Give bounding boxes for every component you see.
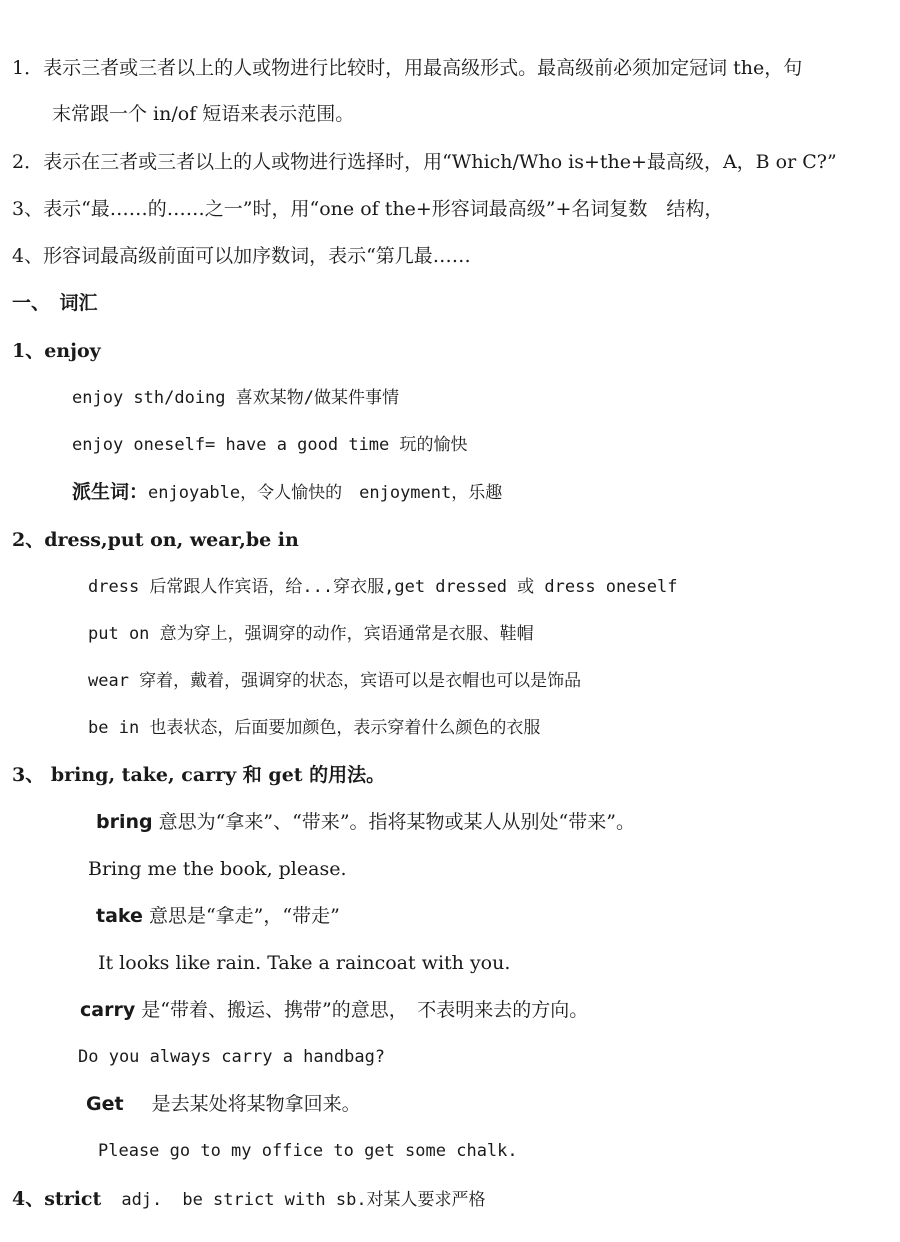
item-title-strict: 4、strict: [12, 1188, 102, 1210]
carry-definition: [80, 997, 588, 1023]
item-title-dress: 2、dress,put on, wear,be in: [12, 529, 299, 551]
rule-1-line-2: 末常跟一个 in/of 短语来表示范围。: [52, 103, 355, 125]
bring-definition: [96, 809, 635, 835]
enjoy-usage-1: enjoy sth/doing 喜欢某物/做某件事情: [72, 388, 399, 408]
strict-usage: be strict with sb.对某人要求严格: [182, 1190, 486, 1210]
item-title-enjoy: 1、enjoy: [12, 340, 101, 362]
carry-example: Do you always carry a handbag?: [78, 1047, 386, 1067]
strict-part-of-speech: adj.: [121, 1190, 163, 1210]
get-definition: [86, 1091, 361, 1117]
word-take: take: [96, 905, 143, 927]
rule-1-line-1: 1．表示三者或三者以上的人或物进行比较时，用最高级形式。最高级前必须加定冠词 the，句: [12, 57, 803, 79]
enjoy-derivatives: [72, 479, 502, 506]
dress-usage-2: put on 意为穿上，强调穿的动作，宾语通常是衣服、鞋帽: [88, 624, 534, 644]
carry-meaning: 是“带着、搬运、携带”的意思， 不表明来去的方向。: [141, 999, 589, 1021]
get-meaning: 是去某处将某物拿回来。: [151, 1093, 361, 1115]
item-title-bring-take-carry-get: 3、 bring, take, carry 和 get 的用法。: [12, 764, 386, 786]
get-example: Please go to my office to get some chalk.: [98, 1141, 518, 1161]
derivatives-label: 派生词：: [72, 481, 149, 503]
word-carry: carry: [80, 999, 136, 1021]
take-meaning: 意思是“拿走”，“带走”: [148, 905, 340, 927]
dress-usage-1: dress 后常跟人作宾语，给...穿衣服,get dressed 或 dress oneself: [88, 577, 678, 597]
enjoy-usage-2: enjoy oneself= have a good time 玩的愉快: [72, 435, 468, 455]
take-example: It looks like rain. Take a raincoat with you.: [98, 952, 511, 974]
word-bring: bring: [96, 811, 153, 833]
dress-usage-4: be in 也表状态，后面要加颜色，表示穿着什么颜色的衣服: [88, 718, 541, 738]
derivatives-text: enjoyable，令人愉快的 enjoyment，乐趣: [148, 483, 503, 503]
bring-meaning: 意思为“拿来”、“带来”。指将某物或某人从别处“带来”。: [158, 811, 635, 833]
rule-3: 3、表示“最……的……之一”时，用“one of the+形容词最高级”+名词复数 结构，: [12, 198, 724, 220]
rule-4: 4、形容词最高级前面可以加序数词，表示“第几最……: [12, 245, 471, 267]
item-strict: [12, 1186, 486, 1213]
bring-example: Bring me the book, please.: [88, 858, 347, 880]
word-get: Get: [86, 1093, 124, 1115]
dress-usage-3: wear 穿着，戴着，强调穿的状态，宾语可以是衣帽也可以是饰品: [88, 671, 582, 691]
take-definition: [96, 903, 340, 929]
rule-2: 2．表示在三者或三者以上的人或物进行选择时，用“Which/Who is+the+最高级，A，B or C?”: [12, 151, 837, 173]
section-heading-vocabulary: 一、 词汇: [12, 292, 98, 314]
